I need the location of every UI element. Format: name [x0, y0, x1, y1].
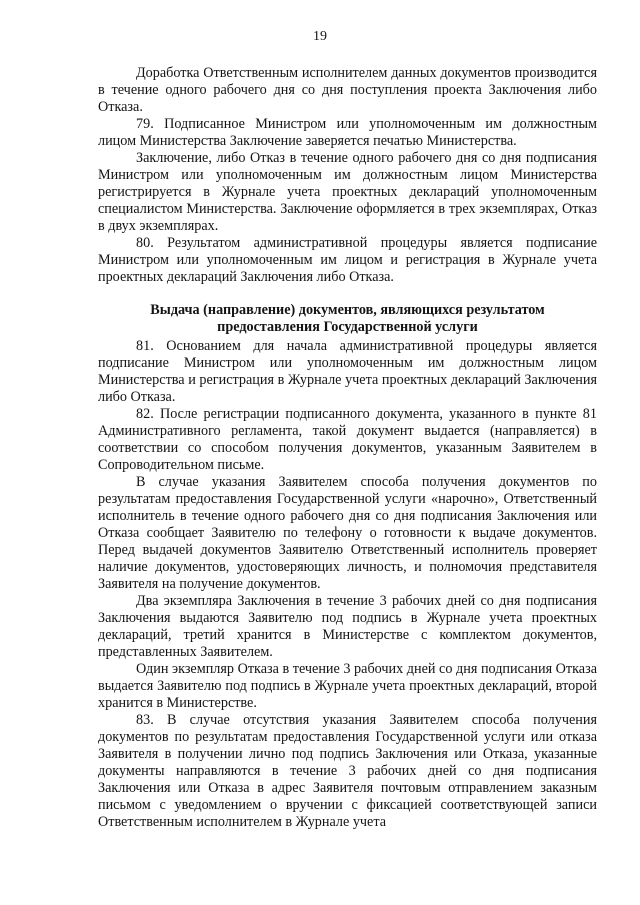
paragraph-83: 83. В случае отсутствия указания Заявителем способа получения документов по результатам предоставления Государственной услуги или отказа Заявителя в получении лично под подпись Заключения или Отказа, указанные документы направляются в течение 3 рабочих дней со дня подписания Заключения или Отказа в адрес Заявителя почтовым отправлением заказным письмом с уведомлением о вручении с фиксацией соответствующей записи Ответственным исполнителем в Журнале учета	[98, 712, 597, 830]
section-heading: Выдача (направление) документов, являющихся результатом предоставления Государственной услуги	[150, 302, 545, 335]
paragraph-two-copies: Два экземпляра Заключения в течение 3 рабочих дней со дня подписания Заключения выдаются Заявителю под подпись в Журнале учета проектных деклараций, третий хранится в Министерстве с комплектом документов, представленных Заявителем.	[98, 593, 597, 660]
paragraph-80: 80. Результатом административной процедуры является подписание Министром или уполномоченным им лицом и регистрация в Журнале учета проектных деклараций Заключения либо Отказа.	[98, 235, 597, 285]
page-number: 19	[313, 29, 327, 44]
paragraph-79: 79. Подписанное Министром или уполномоченным им должностным лицом Министерства Заключение заверяется печатью Министерства.	[98, 116, 597, 149]
document-body	[98, 65, 597, 831]
paragraph-in-person: В случае указания Заявителем способа получения документов по результатам предоставления Государственной услуги «нарочно», Ответственный исполнитель в течение одного рабочего дня со дня подписания Заключения или Отказа сообщает Заявителю по телефону о готовности к выдаче документов. Перед выдачей документов Заявителю Ответственный исполнитель проверяет наличие документов, удостоверяющих личность, и полномочия представителя Заявителя на получение документов.	[98, 474, 597, 592]
paragraph-one-copy: Один экземпляр Отказа в течение 3 рабочих дней со дня подписания Отказа выдается Заявителю под подпись в Журнале учета проектных деклараций, второй хранится в Министерстве.	[98, 661, 597, 711]
paragraph-registration: Заключение, либо Отказ в течение одного рабочего дня со дня подписания Министром или уполномоченным им должностным лицом Министерства регистрируется в Журнале учета проектных деклараций уполномоченным специалистом Министерства. Заключение оформляется в трех экземплярах, Отказ в двух экземплярах.	[98, 150, 597, 234]
paragraph-rework: Доработка Ответственным исполнителем данных документов производится в течение одного рабочего дня со дня поступления проекта Заключения либо Отказа.	[98, 65, 597, 115]
paragraph-82: 82. После регистрации подписанного документа, указанного в пункте 81 Административного регламента, такой документ выдается (направляется) в соответствии со способом получения документов, указанным Заявителем в Сопроводительном письме.	[98, 406, 597, 473]
paragraph-81: 81. Основанием для начала административной процедуры является подписание Министром или уполномоченным им должностным лицом Министерства и регистрация в Журнале учета проектных деклараций Заключения либо Отказа.	[98, 338, 597, 405]
